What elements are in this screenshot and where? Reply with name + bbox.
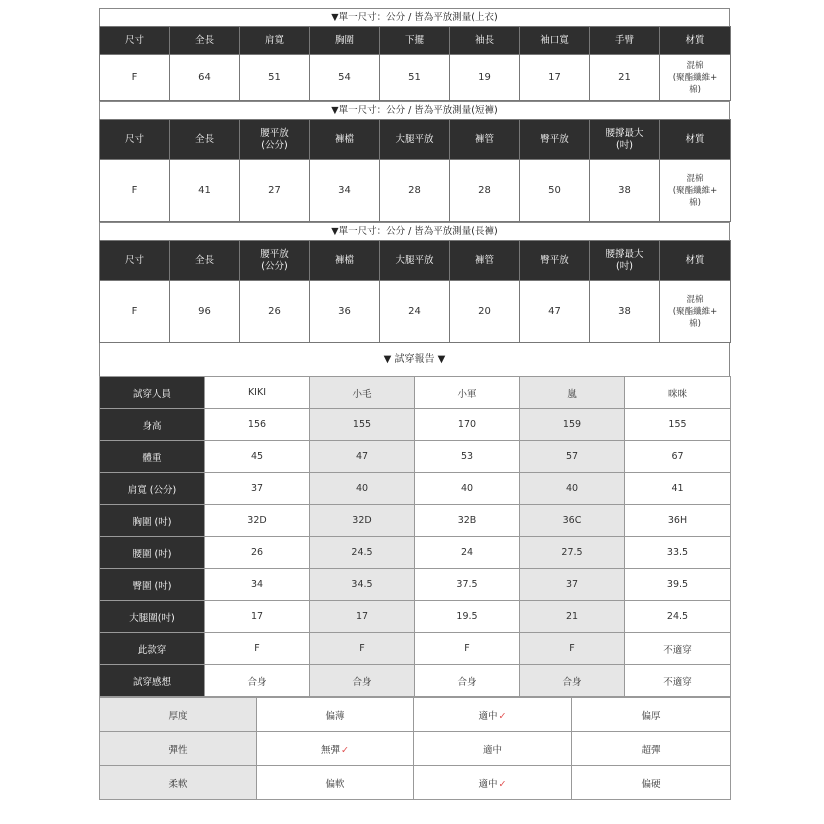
feel-option-label: 偏厚: [641, 710, 661, 722]
feel-option-label: 適中: [478, 778, 498, 790]
header-label: 腰平放: [260, 248, 289, 260]
report-value-cell: 155: [310, 409, 415, 441]
shorts-size-table: [99, 119, 731, 222]
feel-option-cell: [572, 698, 731, 732]
top-header-row: [100, 27, 731, 55]
feel-row: [100, 698, 731, 732]
report-value-cell: 32D: [205, 505, 310, 537]
value-cell: F: [100, 281, 170, 343]
value-cell: 41: [170, 160, 240, 222]
report-value-cell: F: [310, 633, 415, 665]
value-cell: 24: [380, 281, 450, 343]
top-value-row: [100, 55, 731, 101]
header-cell: 全長: [170, 27, 240, 55]
value-cell: 96: [170, 281, 240, 343]
header-cell: 褲管: [450, 241, 520, 281]
report-value-cell: 36C: [520, 505, 625, 537]
report-value-cell: 34: [205, 569, 310, 601]
header-unit: (吋): [616, 139, 633, 151]
report-value-cell: 合身: [415, 665, 520, 697]
pants-size-title: ▼單一尺寸：公分 / 皆為平放測量(長褲): [99, 222, 730, 240]
report-row: [100, 505, 731, 537]
value-cell: F: [100, 160, 170, 222]
feel-option-cell: [257, 698, 414, 732]
report-value-cell: 19.5: [415, 601, 520, 633]
value-cell: 51: [240, 55, 310, 101]
header-cell: 袖長: [450, 27, 520, 55]
material-line: 混棉: [686, 294, 704, 305]
report-value-cell: KIKI: [205, 377, 310, 409]
report-value-cell: 合身: [310, 665, 415, 697]
report-value-cell: 26: [205, 537, 310, 569]
header-cell: [240, 120, 310, 160]
report-row: [100, 537, 731, 569]
feel-row-label: 柔軟: [100, 766, 257, 800]
report-row: [100, 409, 731, 441]
header-cell: 全長: [170, 241, 240, 281]
header-unit: (公分): [261, 139, 288, 151]
report-value-cell: 156: [205, 409, 310, 441]
value-cell: 34: [310, 160, 380, 222]
check-mark-icon: ✓: [498, 778, 507, 790]
value-cell: 50: [520, 160, 590, 222]
header-unit: (公分): [261, 260, 288, 272]
material-line: (聚酯纖維+: [672, 72, 718, 83]
value-cell: 26: [240, 281, 310, 343]
try-on-report-table: [99, 376, 731, 697]
report-value-cell: 27.5: [520, 537, 625, 569]
report-value-cell: 24: [415, 537, 520, 569]
report-row-label: 身高: [100, 409, 205, 441]
header-label: 腰平放: [260, 127, 289, 139]
report-value-cell: 40: [310, 473, 415, 505]
report-value-cell: 合身: [205, 665, 310, 697]
material-line: 混棉: [686, 60, 704, 71]
report-value-cell: 小毛: [310, 377, 415, 409]
feel-option-cell: [257, 766, 414, 800]
value-cell: 28: [450, 160, 520, 222]
report-value-cell: F: [520, 633, 625, 665]
feel-option-cell: [414, 698, 572, 732]
report-value-cell: 32D: [310, 505, 415, 537]
pants-value-row: [100, 281, 731, 343]
feel-option-label: 超彈: [641, 744, 661, 756]
material-cell: [660, 160, 731, 222]
report-value-cell: 34.5: [310, 569, 415, 601]
top-size-table: [99, 26, 731, 101]
report-value-cell: 159: [520, 409, 625, 441]
report-row: [100, 473, 731, 505]
report-row-label: 此款穿: [100, 633, 205, 665]
report-value-cell: 33.5: [625, 537, 731, 569]
header-unit: (吋): [616, 260, 633, 272]
header-cell: 尺寸: [100, 241, 170, 281]
report-row-label: 肩寬 (公分): [100, 473, 205, 505]
report-value-cell: 不適穿: [625, 665, 731, 697]
report-row-label: 大腿圍(吋): [100, 601, 205, 633]
report-value-cell: 17: [310, 601, 415, 633]
material-line: 棉): [689, 197, 701, 208]
value-cell: 54: [310, 55, 380, 101]
report-value-cell: 155: [625, 409, 731, 441]
fabric-feel-table: [99, 697, 731, 800]
value-cell: 20: [450, 281, 520, 343]
value-cell: 36: [310, 281, 380, 343]
header-cell: 尺寸: [100, 27, 170, 55]
report-value-cell: 53: [415, 441, 520, 473]
feel-option-cell: [414, 732, 572, 766]
report-row-label: 臀圍 (吋): [100, 569, 205, 601]
report-value-cell: 39.5: [625, 569, 731, 601]
report-row: [100, 569, 731, 601]
feel-option-label: 無彈: [321, 744, 341, 756]
report-value-cell: 40: [520, 473, 625, 505]
material-line: (聚酯纖維+: [672, 185, 718, 196]
report-value-cell: 不適穿: [625, 633, 731, 665]
report-value-cell: 67: [625, 441, 731, 473]
feel-option-cell: [414, 766, 572, 800]
header-cell: 肩寬: [240, 27, 310, 55]
header-cell: 大腿平放: [380, 241, 450, 281]
header-cell: 材質: [660, 27, 731, 55]
report-value-cell: 17: [205, 601, 310, 633]
header-cell: [590, 120, 660, 160]
header-cell: 大腿平放: [380, 120, 450, 160]
header-cell: 手臂: [590, 27, 660, 55]
report-value-cell: 37: [205, 473, 310, 505]
top-size-title: ▼單一尺寸：公分 / 皆為平放測量(上衣): [99, 8, 730, 26]
pants-header-row: [100, 241, 731, 281]
value-cell: 17: [520, 55, 590, 101]
header-cell: 尺寸: [100, 120, 170, 160]
report-value-cell: 小軍: [415, 377, 520, 409]
header-label: 腰撐最大: [605, 127, 644, 139]
header-cell: 下擺: [380, 27, 450, 55]
shorts-value-row: [100, 160, 731, 222]
feel-option-label: 偏硬: [641, 778, 661, 790]
value-cell: 19: [450, 55, 520, 101]
header-cell: 臀平放: [520, 120, 590, 160]
header-label: 腰撐最大: [605, 248, 644, 260]
report-row: [100, 441, 731, 473]
report-value-cell: 合身: [520, 665, 625, 697]
report-value-cell: 37.5: [415, 569, 520, 601]
feel-option-label: 適中: [478, 710, 498, 722]
feel-row: [100, 766, 731, 800]
feel-option-label: 偏軟: [325, 778, 345, 790]
shorts-size-title: ▼單一尺寸：公分 / 皆為平放測量(短褲): [99, 101, 730, 119]
report-row: [100, 377, 731, 409]
report-value-cell: 24.5: [310, 537, 415, 569]
report-value-cell: 21: [520, 601, 625, 633]
report-title: ▼ 試穿報告 ▼: [99, 343, 730, 376]
report-row: [100, 633, 731, 665]
value-cell: 64: [170, 55, 240, 101]
value-cell: 21: [590, 55, 660, 101]
material-cell: [660, 281, 731, 343]
header-cell: 胸圍: [310, 27, 380, 55]
value-cell: 47: [520, 281, 590, 343]
header-cell: 褲檔: [310, 120, 380, 160]
material-cell: [660, 55, 731, 101]
report-value-cell: 36H: [625, 505, 731, 537]
report-value-cell: 咪咪: [625, 377, 731, 409]
material-line: 混棉: [686, 173, 704, 184]
report-value-cell: 嵐: [520, 377, 625, 409]
report-value-cell: F: [205, 633, 310, 665]
report-row-label: 腰圍 (吋): [100, 537, 205, 569]
value-cell: F: [100, 55, 170, 101]
report-row-label: 體重: [100, 441, 205, 473]
feel-option-cell: [572, 766, 731, 800]
report-value-cell: 40: [415, 473, 520, 505]
material-line: (聚酯纖維+: [672, 306, 718, 317]
report-row-label: 試穿感想: [100, 665, 205, 697]
check-mark-icon: ✓: [341, 744, 349, 756]
value-cell: 38: [590, 281, 660, 343]
header-cell: [590, 241, 660, 281]
value-cell: 28: [380, 160, 450, 222]
report-row: [100, 665, 731, 697]
report-value-cell: 32B: [415, 505, 520, 537]
value-cell: 51: [380, 55, 450, 101]
header-cell: 材質: [660, 241, 731, 281]
report-row-label: 試穿人員: [100, 377, 205, 409]
material-line: 棉): [689, 84, 701, 95]
report-row: [100, 601, 731, 633]
value-cell: 38: [590, 160, 660, 222]
feel-row-label: 厚度: [100, 698, 257, 732]
report-value-cell: 41: [625, 473, 731, 505]
size-chart: [99, 8, 730, 800]
header-cell: 全長: [170, 120, 240, 160]
header-cell: 袖口寬: [520, 27, 590, 55]
check-mark-icon: ✓: [498, 710, 507, 722]
value-cell: 27: [240, 160, 310, 222]
feel-option-label: 適中: [482, 744, 502, 756]
report-value-cell: F: [415, 633, 520, 665]
report-value-cell: 37: [520, 569, 625, 601]
report-value-cell: 47: [310, 441, 415, 473]
feel-row: [100, 732, 731, 766]
report-row-label: 胸圍 (吋): [100, 505, 205, 537]
header-cell: 褲檔: [310, 241, 380, 281]
material-line: 棉): [689, 318, 701, 329]
feel-option-label: 偏薄: [325, 710, 345, 722]
feel-option-cell: [257, 732, 414, 766]
report-value-cell: 24.5: [625, 601, 731, 633]
report-value-cell: 57: [520, 441, 625, 473]
header-cell: 材質: [660, 120, 731, 160]
header-cell: 臀平放: [520, 241, 590, 281]
pants-size-table: [99, 240, 731, 343]
report-value-cell: 45: [205, 441, 310, 473]
report-value-cell: 170: [415, 409, 520, 441]
feel-row-label: 彈性: [100, 732, 257, 766]
header-cell: [240, 241, 310, 281]
header-cell: 褲管: [450, 120, 520, 160]
feel-option-cell: [572, 732, 731, 766]
shorts-header-row: [100, 120, 731, 160]
